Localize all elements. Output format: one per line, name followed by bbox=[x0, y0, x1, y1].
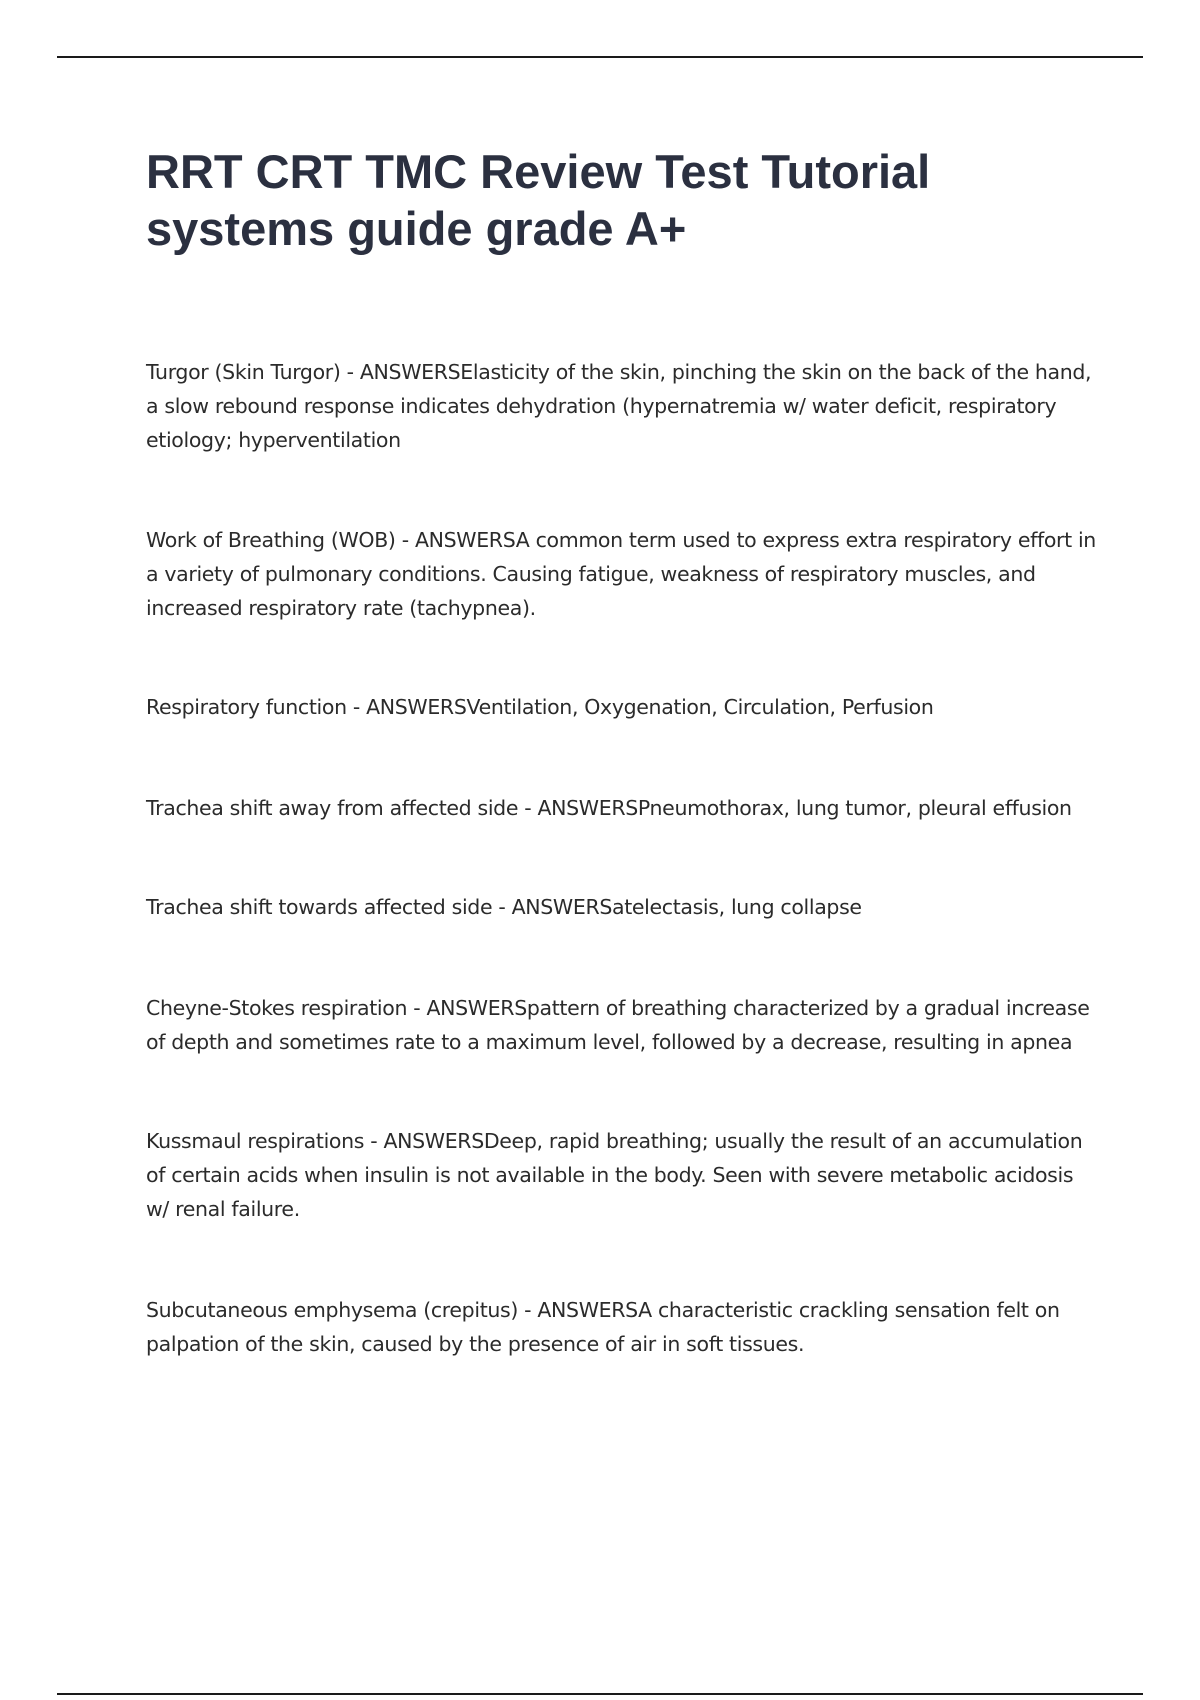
entry-respiratory-function: Respiratory function - ANSWERSVentilation, Oxygenation, Circulation, Perfusion bbox=[146, 695, 934, 719]
entry-work-of-breathing: Work of Breathing (WOB) - ANSWERSA common term used to express extra respiratory effort in a variety of pulmonary conditions. Causing fatigue, weakness of respiratory muscles, and increased respiratory rate (tachypnea). bbox=[146, 528, 1096, 620]
entry-trachea-shift-towards: Trachea shift towards affected side - ANSWERSatelectasis, lung collapse bbox=[146, 895, 862, 919]
entry-kussmaul: Kussmaul respirations - ANSWERSDeep, rapid breathing; usually the result of an accumulation of certain acids when insulin is not available in the body. Seen with severe metabolic acidosis w/ renal failure. bbox=[146, 1129, 1083, 1221]
bottom-divider bbox=[57, 1693, 1143, 1695]
top-divider bbox=[57, 56, 1143, 58]
entry-skin-turgor: Turgor (Skin Turgor) - ANSWERSElasticity of the skin, pinching the skin on the back of the hand, a slow rebound response indicates dehydration (hypernatremia w/ water deficit, respiratory etiology; hyperventilation bbox=[146, 360, 1092, 452]
document-title: RRT CRT TMC Review Test Tutorial systems guide grade A+ bbox=[146, 145, 931, 255]
entry-trachea-shift-away: Trachea shift away from affected side - ANSWERSPneumothorax, lung tumor, pleural effusion bbox=[146, 796, 1072, 820]
entry-cheyne-stokes: Cheyne-Stokes respiration - ANSWERSpattern of breathing characterized by a gradual increase of depth and sometimes rate to a maximum level, followed by a decrease, resulting in apnea bbox=[146, 996, 1090, 1054]
entry-subcutaneous-emphysema: Subcutaneous emphysema (crepitus) - ANSWERSA characteristic crackling sensation felt on palpation of the skin, caused by the presence of air in soft tissues. bbox=[146, 1298, 1060, 1356]
